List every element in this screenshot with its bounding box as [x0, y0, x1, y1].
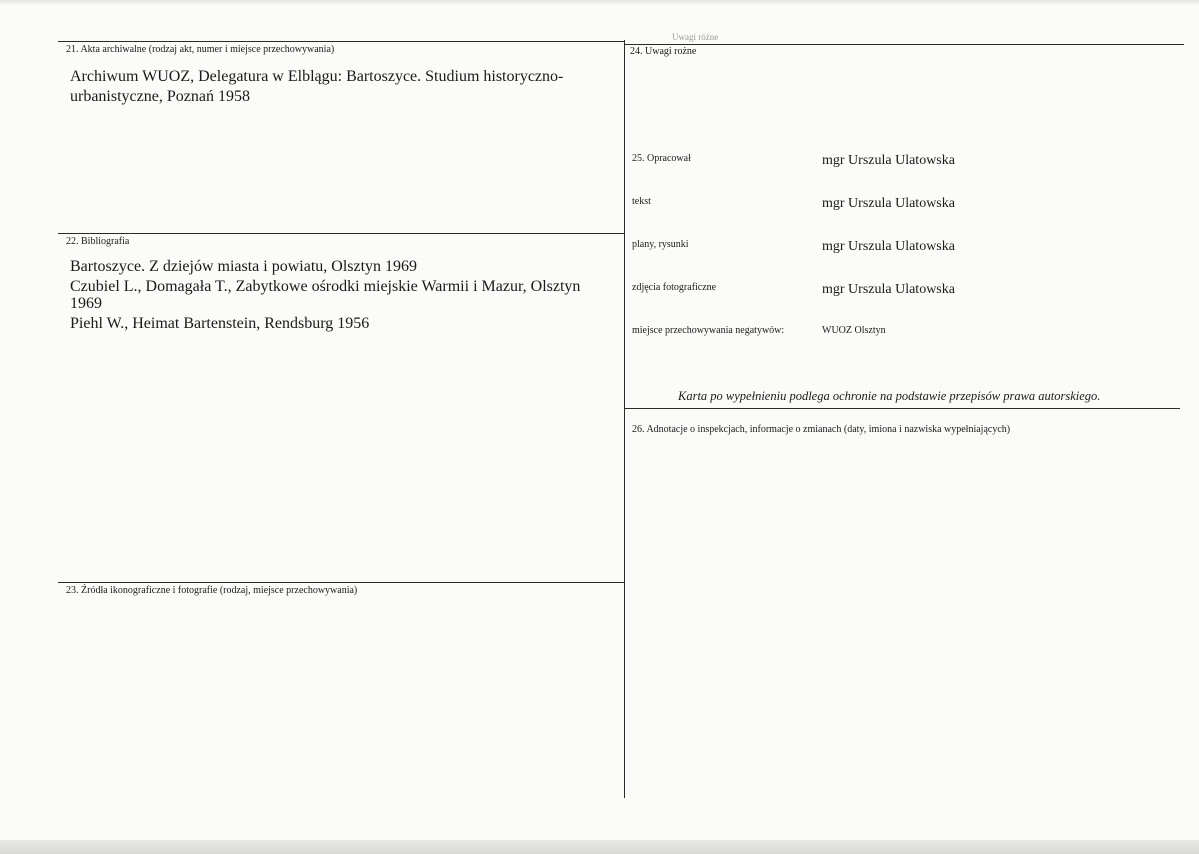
copyright-notice: Karta po wypełnieniu podlega ochronie na podstawie przepisów prawa autorskiego. — [678, 389, 1101, 403]
negatives-storage-label: miejsce przechowywania negatywów: — [632, 325, 785, 336]
bibliography-entry: 1969 — [70, 295, 102, 312]
text-author-value: mgr Urszula Ulatowska — [822, 196, 955, 211]
photos-label: zdjęcia fotograficzne — [632, 282, 717, 293]
section-23-label: 23. Źródła ikonograficzne i fotografie (rodzaj, miejsce przechowywania) — [66, 585, 358, 596]
author-value: mgr Urszula Ulatowska — [822, 153, 955, 168]
bibliography-entry: Piehl W., Heimat Bartenstein, Rendsburg 1956 — [70, 315, 370, 332]
plans-label: plany, rysunki — [632, 239, 689, 250]
bibliography-list — [70, 257, 622, 334]
scan-bottom-edge — [0, 840, 1199, 854]
section-22-label: 22. Bibliografia — [66, 236, 130, 247]
top-rule-right — [624, 44, 1184, 45]
rule-s22-s23 — [58, 582, 624, 583]
top-rule-left — [58, 41, 624, 42]
rule-s21-s22 — [58, 233, 624, 234]
bibliography-entry: Bartoszyce. Z dziejów miasta i powiatu, Olsztyn 1969 — [70, 258, 418, 275]
rule-s25-s26 — [624, 408, 1180, 409]
bleed-through-text: Uwagi różne — [672, 32, 719, 42]
section-24-label: 24. Uwagi rożne — [630, 46, 697, 57]
scan-top-edge — [0, 0, 1199, 6]
center-divider — [624, 40, 625, 798]
negatives-storage-value: WUOZ Olsztyn — [822, 325, 886, 336]
text-label: tekst — [632, 196, 651, 207]
section-21-line2: urbanistyczne, Poznań 1958 — [70, 88, 250, 105]
photos-author-value: mgr Urszula Ulatowska — [822, 282, 955, 297]
section-21-line1: Archiwum WUOZ, Delegatura w Elblągu: Bartoszyce. Studium historyczno- — [70, 68, 564, 85]
bibliography-entry: Czubiel L., Domagała T., Zabytkowe ośrodki miejskie Warmii i Mazur, Olsztyn — [70, 278, 581, 295]
plans-author-value: mgr Urszula Ulatowska — [822, 239, 955, 254]
section-21-text — [70, 67, 622, 107]
section-25-label: 25. Opracował — [632, 153, 691, 164]
section-26-label: 26. Adnotacje o inspekcjach, informacje o zmianach (daty, imiona i nazwiska wypełniających) — [632, 424, 1011, 435]
section-21-label: 21. Akta archiwalne (rodzaj akt, numer i miejsce przechowywania) — [66, 44, 335, 55]
